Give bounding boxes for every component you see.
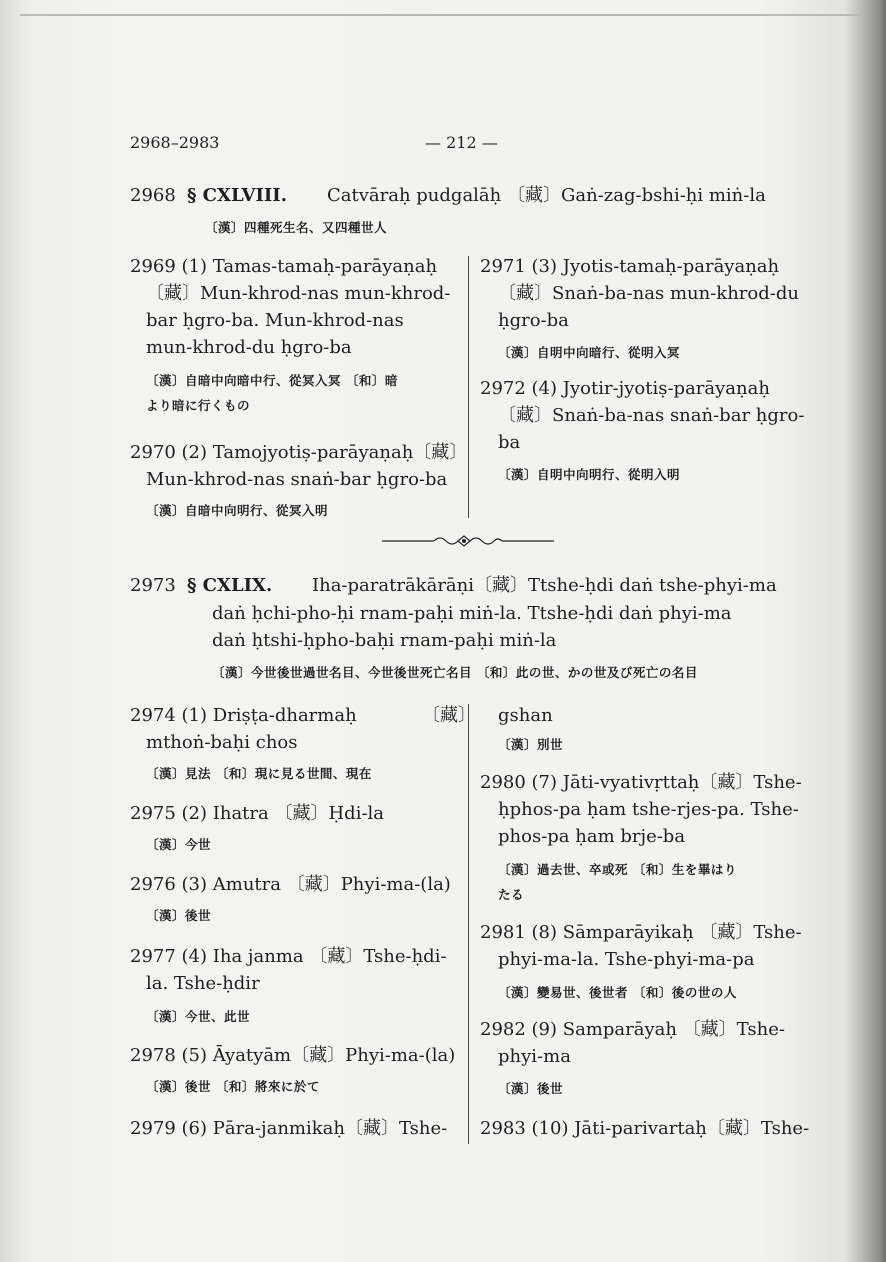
entry-2974-line1: 2974 (1) Driṣṭa-dharmaḥ [130,705,357,726]
entry-2977-line2: la. Tshe-ḥdir [146,973,260,994]
entry-2982-line2: phyi-ma [498,1046,571,1067]
entry-2969-japanese: より暗に行くもの [146,398,251,413]
entry-2972-chinese: 〔漢〕自明中向明行、從明入明 [498,467,681,482]
entry-2970-line1: 2970 (2) Tamojyotiṣ-parāyaṇaḥ〔藏〕 [130,442,468,463]
entry-2982-chinese: 〔漢〕後世 [498,1081,564,1096]
entry-2979-chinese: 〔漢〕別世 [498,737,564,752]
entry-2973-line1: Iha-paratrākārāṇi〔藏〕Ttshe-ḥdi daṅ tshe-phyi-ma [312,575,777,596]
entry-2980-line2: ḥphos-pa ḥam tshe-rjes-pa. Tshe- [498,799,799,820]
entry-2983-line1: 2983 (10) Jāti-parivartaḥ〔藏〕Tshe- [480,1118,810,1139]
entry-2973-number: 2973 [130,575,176,596]
entry-2971-line1: 2971 (3) Jyotis-tamaḥ-parāyaṇaḥ [480,256,780,277]
entry-2971-line3: ḥgro-ba [498,310,569,331]
entry-2979-line2: gshan [498,705,553,726]
entry-2981-chinese: 〔漢〕變易世、後世者 〔和〕後の世の人 [498,985,737,1000]
entry-2976-chinese: 〔漢〕後世 [146,908,212,923]
entry-2971-line2: 〔藏〕Snaṅ-ba-nas mun-khrod-du [498,283,799,304]
entry-2973-chinese: 〔漢〕今世後世過世名目、今世後世死亡名目 〔和〕此の世、かの世及び死亡の名目 [212,665,698,680]
entry-2979-line1: 2979 (6) Pāra-janmikaḥ〔藏〕Tshe- [130,1118,448,1139]
entry-2972-line2: 〔藏〕Snaṅ-ba-nas snaṅ-bar ḥgro- [498,405,805,426]
column-divider-lower [468,704,469,1144]
entry-2970-chinese: 〔漢〕自暗中向明行、從冥入明 [146,503,329,518]
entry-2980-line1: 2980 (7) Jāti-vyativṛttaḥ〔藏〕Tshe- [480,772,802,793]
entry-2976-line1: 2976 (3) Amutra 〔藏〕Phyi-ma-(la) [130,874,451,895]
entry-2969-line4: mun-khrod-du ḥgro-ba [146,337,352,358]
entry-2974-tag: 〔藏〕 [422,705,476,726]
entry-2980-line3: phos-pa ḥam brje-ba [498,826,686,847]
entry-2972-line1: 2972 (4) Jyotir-jyotiṣ-parāyaṇaḥ [480,378,770,399]
entry-2978-chinese: 〔漢〕後世 〔和〕將來に於て [146,1079,320,1094]
entry-2973-line2: daṅ ḥchi-pho-ḥi rnam-paḥi miṅ-la. Ttshe-ḥdi daṅ phyi-ma [212,603,732,624]
entry-2968-title: Catvāraḥ pudgalāḥ 〔藏〕Gaṅ-zag-bshi-ḥi miṅ-la [327,185,766,206]
page-range-header: 2968–2983 [130,133,220,152]
scan-edge-line [20,14,862,16]
entry-2977-line1: 2977 (4) Iha janma 〔藏〕Tshe-ḥdi- [130,946,447,967]
entry-2980-chinese: 〔漢〕過去世、卒或死 〔和〕生を畢はり [498,862,737,877]
entry-2970-line2: Mun-khrod-nas snaṅ-bar ḥgro-ba [146,469,448,490]
entry-2977-chinese: 〔漢〕今世、此世 [146,1009,251,1024]
entry-2969-line3: bar ḥgro-ba. Mun-khrod-nas [146,310,404,331]
entry-2974-chinese: 〔漢〕見法 〔和〕現に見る世間、現在 [146,766,372,781]
entry-2981-line2: phyi-ma-la. Tshe-phyi-ma-pa [498,949,755,970]
section-divider-ornament [382,534,554,548]
entry-2968-chinese: 〔漢〕四種死生名、又四種世人 [205,220,388,235]
entry-2971-chinese: 〔漢〕自明中向暗行、從明入冥 [498,345,681,360]
entry-2968-number: 2968 [130,185,176,206]
entry-2969-line2: 〔藏〕Mun-khrod-nas mun-khrod- [146,283,451,304]
entry-2980-japanese: たる [498,887,525,902]
column-divider-upper [468,256,469,518]
entry-2975-line1: 2975 (2) Ihatra 〔藏〕Ḥdi-la [130,803,385,824]
page-number: — 212 — [425,133,498,152]
entry-2969-chinese: 〔漢〕自暗中向暗中行、從冥入冥 〔和〕暗 [146,373,398,388]
entry-2982-line1: 2982 (9) Samparāyaḥ 〔藏〕Tshe- [480,1019,785,1040]
entry-2969-line1: 2969 (1) Tamas-tamaḥ-parāyaṇaḥ [130,256,438,277]
entry-2974-line2: mthoṅ-baḥi chos [146,732,298,753]
section-heading-cxlix: § CXLIX. [187,575,273,596]
entry-2975-chinese: 〔漢〕今世 [146,837,212,852]
entry-2978-line1: 2978 (5) Āyatyām〔藏〕Phyi-ma-(la) [130,1045,456,1066]
section-heading-cxlviii: § CXLVIII. [187,185,287,206]
entry-2972-line3: ba [498,432,521,453]
entry-2981-line1: 2981 (8) Sāmparāyikaḥ 〔藏〕Tshe- [480,922,802,943]
entry-2973-line3: daṅ ḥtshi-ḥpho-baḥi rnam-paḥi miṅ-la [212,630,557,651]
